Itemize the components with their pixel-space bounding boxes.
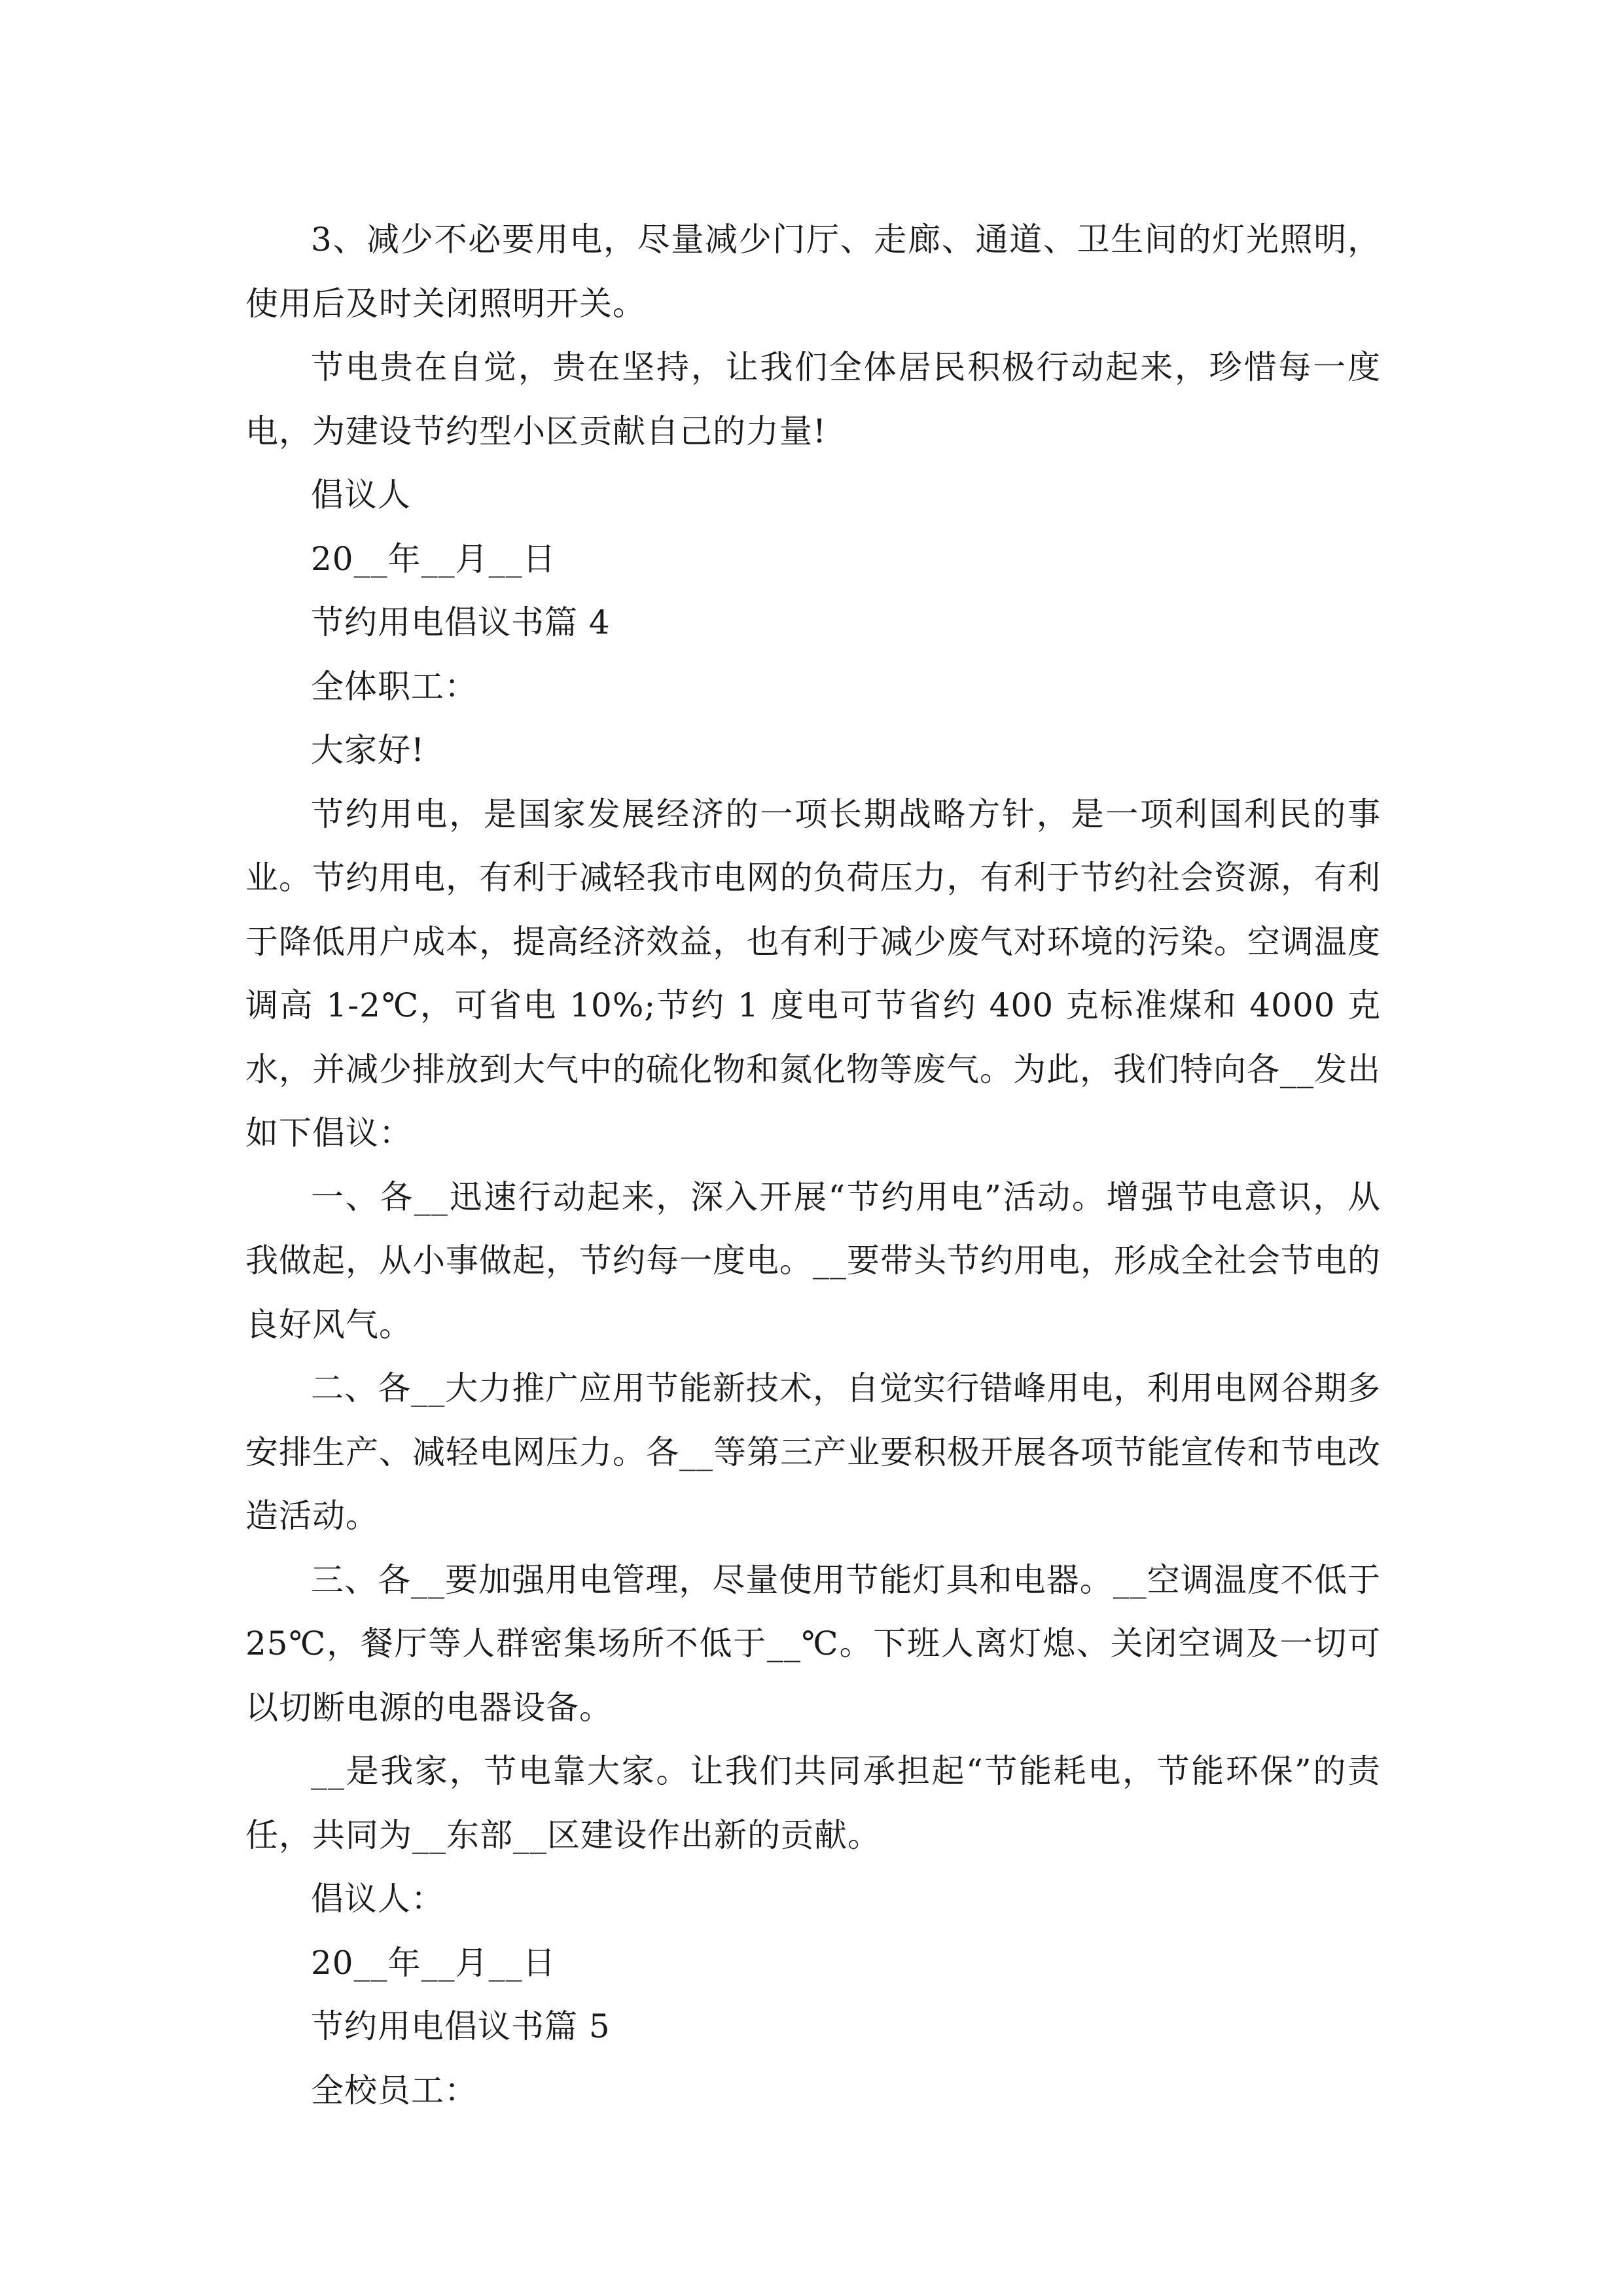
date-line: 20__年__月__日 (311, 539, 556, 578)
paragraph-closing-appeal: 节电贵在自觉，贵在坚持，让我们全体居民积极行动起来，珍惜每一度电，为建设节约型小区贡献自己的力量! (245, 348, 1381, 450)
salutation: 全体职工： (311, 667, 478, 706)
section-title-4: 节约用电倡议书篇 4 (311, 603, 611, 641)
paragraph-item-3: 3、减少不必要用电，尽量减少门厅、走廊、通道、卫生间的灯光照明，使用后及时关闭照明开关。 (245, 221, 1381, 323)
paragraph-intro: 节约用电，是国家发展经济的一项长期战略方针，是一项利国利民的事业。节约用电，有利于减轻我市电网的负荷压力，有利于节约社会资源，有利于降低用户成本，提高经济效益，也有利于减少废气对环境的污染。空调温度调高 1-2℃，可省电 10%;节约 1 度电可节省约 400 克标准煤和 4000 克水，并减少排放到大气中的硫化物和氮化物等废气。为此，我们特向各__发出如下倡议： (245, 795, 1381, 1152)
salutation-2: 全校员工： (311, 2071, 478, 2109)
paragraph-point-2: 二、各__大力推广应用节能新技术，自觉实行错峰用电，利用电网谷期多安排生产、减轻电网压力。各__等第三产业要积极开展各项节能宣传和节电改造活动。 (245, 1369, 1381, 1535)
paragraph-point-3: 三、各__要加强用电管理，尽量使用节能灯具和电器。__空调温度不低于 25℃，餐厅等人群密集场所不低于__℃。下班人离灯熄、关闭空调及一切可以切断电源的电器设备。 (245, 1560, 1381, 1727)
signature-label-2: 倡议人： (311, 1880, 444, 1918)
document-body (245, 208, 1381, 2123)
date-line-2: 20__年__月__日 (311, 1943, 556, 1982)
paragraph-closing: __是我家，节电靠大家。让我们共同承担起“节能耗电，节能环保”的责任，共同为__东部__区建设作出新的贡献。 (245, 1752, 1381, 1854)
greeting: 大家好! (311, 731, 425, 769)
section-title-5: 节约用电倡议书篇 5 (311, 2007, 611, 2045)
signature-label: 倡议人 (311, 476, 411, 514)
paragraph-point-1: 一、各__迅速行动起来，深入开展“节约用电”活动。增强节电意识，从我做起，从小事做起，节约每一度电。__要带头节约用电，形成全社会节电的良好风气。 (245, 1177, 1381, 1344)
